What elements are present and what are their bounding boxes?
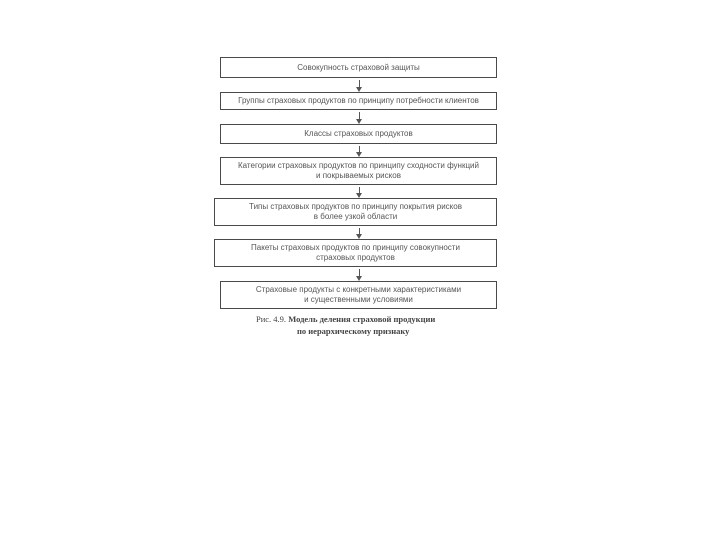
arrow-down-icon <box>355 146 363 157</box>
arrow-down-icon <box>355 187 363 198</box>
box-line: Пакеты страховых продуктов по принципу совокупности <box>251 243 460 252</box>
box-product-packages <box>214 239 497 267</box>
box-line: страховых продуктов <box>316 253 395 262</box>
box-line: Страховые продукты с конкретными характеристиками <box>255 285 462 294</box>
arrow-down-icon <box>355 269 363 281</box>
box-line: Типы страховых продуктов по принципу покрытия рисков <box>249 202 462 211</box>
box-product-categories <box>220 157 497 185</box>
figure-title-line2: по иерархическому признаку <box>297 326 410 336</box>
box-product-groups <box>220 92 497 110</box>
box-line: и существенными условиями <box>304 295 413 304</box>
box-line: Совокупность страховой защиты <box>297 62 420 72</box>
box-specific-products <box>220 281 497 309</box>
arrow-down-icon <box>355 228 363 239</box>
box-line: Группы страховых продуктов по принципу потребности клиентов <box>238 96 479 105</box>
arrow-down-icon <box>355 80 363 92</box>
box-insurance-protection-totality <box>220 57 497 78</box>
figure-caption <box>200 313 520 337</box>
arrow-down-icon <box>355 112 363 124</box>
box-line: и покрываемых рисков <box>316 171 401 180</box>
figure-number: Рис. 4.9. <box>256 314 287 324</box>
box-line: Категории страховых продуктов по принципу сходности функций <box>238 161 479 170</box>
figure-title-line1: Модель деления страховой продукции <box>288 314 436 324</box>
box-product-types <box>214 198 497 226</box>
box-product-classes <box>220 124 497 144</box>
box-line: в более узкой области <box>313 212 398 221</box>
box-line: Классы страховых продуктов <box>304 129 413 138</box>
